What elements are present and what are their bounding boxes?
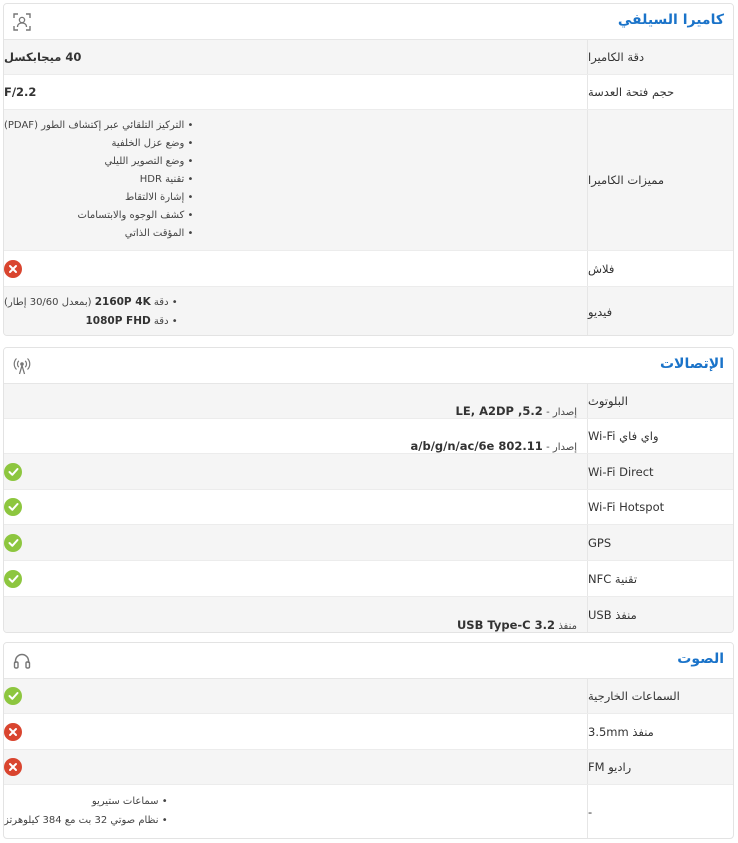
spec-label: دقة الكاميرا: [587, 40, 733, 74]
section-header: [4, 348, 733, 384]
spec-value: [4, 490, 587, 524]
section-connectivity: [3, 347, 734, 633]
spec-label: تقنية NFC: [587, 561, 733, 596]
list-item: • وضع التصوير الليلي: [4, 153, 193, 171]
spec-label: مميزات الكاميرا: [587, 110, 733, 250]
spec-row-wifi: [4, 419, 733, 454]
spec-row-camera-features: [4, 110, 733, 251]
list-item: • تقنية HDR: [4, 171, 193, 189]
spec-value-text: 5.2, LE, A2DP: [455, 404, 543, 418]
spec-row-fm-radio: [4, 750, 733, 785]
spec-label: منفذ USB: [587, 597, 733, 632]
selfie-camera-icon: [13, 13, 31, 31]
section-header: [4, 643, 733, 679]
section-title: كاميرا السيلفي: [617, 12, 724, 28]
spec-label: Wi-Fi Direct: [587, 454, 733, 489]
spec-row-bluetooth: [4, 384, 733, 419]
spec-value: [4, 714, 587, 749]
section-title: الإتصالات: [659, 356, 724, 372]
video-prefix: دقة: [153, 316, 169, 327]
list-item: • إشارة الالتقاط: [4, 189, 193, 207]
list-item: • نظام صوتي 32 بت مع 384 كيلوهرتز: [4, 812, 168, 831]
list-item: • كشف الوجوه والابتسامات: [4, 207, 193, 225]
list-item: • المؤقت الذاتي: [4, 225, 193, 243]
video-prefix: دقة: [153, 296, 169, 308]
spec-prefix: منفذ: [558, 621, 577, 632]
check-icon: [4, 498, 22, 516]
section-title: الصوت: [677, 651, 724, 667]
spec-row-sound-extra: [4, 785, 733, 838]
video-suffix: (بمعدل 30/60 إطار): [4, 296, 92, 308]
check-icon: [4, 463, 22, 481]
cross-icon: [4, 723, 22, 741]
cross-icon: [4, 260, 22, 278]
section-sound: [3, 642, 734, 839]
spec-row-video: [4, 287, 733, 336]
spec-label: منفذ 3.5mm: [587, 714, 733, 749]
check-icon: [4, 534, 22, 552]
spec-value-text: 802.11 a/b/g/n/ac/6e: [410, 439, 543, 453]
list-item: • التركيز التلقائي عبر إكتشاف الطور (PDAF): [4, 117, 193, 135]
spec-row-nfc: [4, 561, 733, 597]
spec-label: -: [587, 785, 733, 838]
list-item: [4, 293, 178, 313]
spec-value-text: F/2.2: [4, 85, 37, 99]
spec-row-speakers: [4, 679, 733, 714]
spec-value: [4, 454, 587, 489]
check-icon: [4, 687, 22, 705]
spec-label: فلاش: [587, 251, 733, 286]
spec-label: واي فاي Wi-Fi: [587, 419, 733, 453]
spec-row-headphone-jack: [4, 714, 733, 750]
spec-label: السماعات الخارجية: [587, 679, 733, 713]
video-list: [4, 293, 178, 332]
spec-value: [4, 785, 587, 838]
spec-label: Wi-Fi Hotspot: [587, 490, 733, 524]
headphones-icon: [13, 652, 31, 670]
spec-label: GPS: [587, 525, 733, 560]
video-value: 2160P 4K: [94, 295, 151, 308]
spec-prefix: إصدار -: [546, 407, 577, 418]
spec-row-wifi-direct: [4, 454, 733, 490]
spec-value: [4, 75, 587, 109]
list-item: • سماعات ستيريو: [4, 793, 168, 812]
list-item: [4, 312, 178, 332]
spec-row-aperture: [4, 75, 733, 110]
spec-row-wifi-hotspot: [4, 490, 733, 525]
spec-label: فيديو: [587, 287, 733, 336]
spec-value: [4, 679, 587, 713]
spec-label: البلوتوث: [587, 384, 733, 418]
video-value: 1080P FHD: [85, 315, 151, 327]
spec-value: [4, 419, 587, 453]
spec-prefix: إصدار -: [546, 442, 577, 453]
spec-row-camera-resolution: [4, 40, 733, 75]
spec-value: [4, 40, 587, 74]
spec-row-usb: [4, 597, 733, 632]
spec-row-flash: [4, 251, 733, 287]
cross-icon: [4, 758, 22, 776]
spec-label: حجم فتحة العدسة: [587, 75, 733, 109]
section-header: [4, 4, 733, 40]
spec-value: [4, 384, 587, 418]
spec-value-text: USB Type-C 3.2: [456, 618, 555, 632]
spec-row-gps: [4, 525, 733, 561]
check-icon: [4, 570, 22, 588]
section-selfie-camera: [3, 3, 734, 336]
antenna-icon: [13, 357, 31, 375]
spec-value: [4, 597, 587, 632]
list-item: • وضع عزل الخلفية: [4, 135, 193, 153]
spec-value: [4, 561, 587, 596]
spec-value: [4, 110, 587, 250]
spec-value: [4, 287, 587, 336]
spec-value: [4, 525, 587, 560]
spec-value: [4, 750, 587, 784]
sound-feature-list: [4, 793, 168, 830]
spec-value-text: 40 ميجابكسل: [4, 50, 82, 64]
spec-label: راديو FM: [587, 750, 733, 784]
feature-list: [4, 117, 193, 243]
spec-value: [4, 251, 587, 286]
